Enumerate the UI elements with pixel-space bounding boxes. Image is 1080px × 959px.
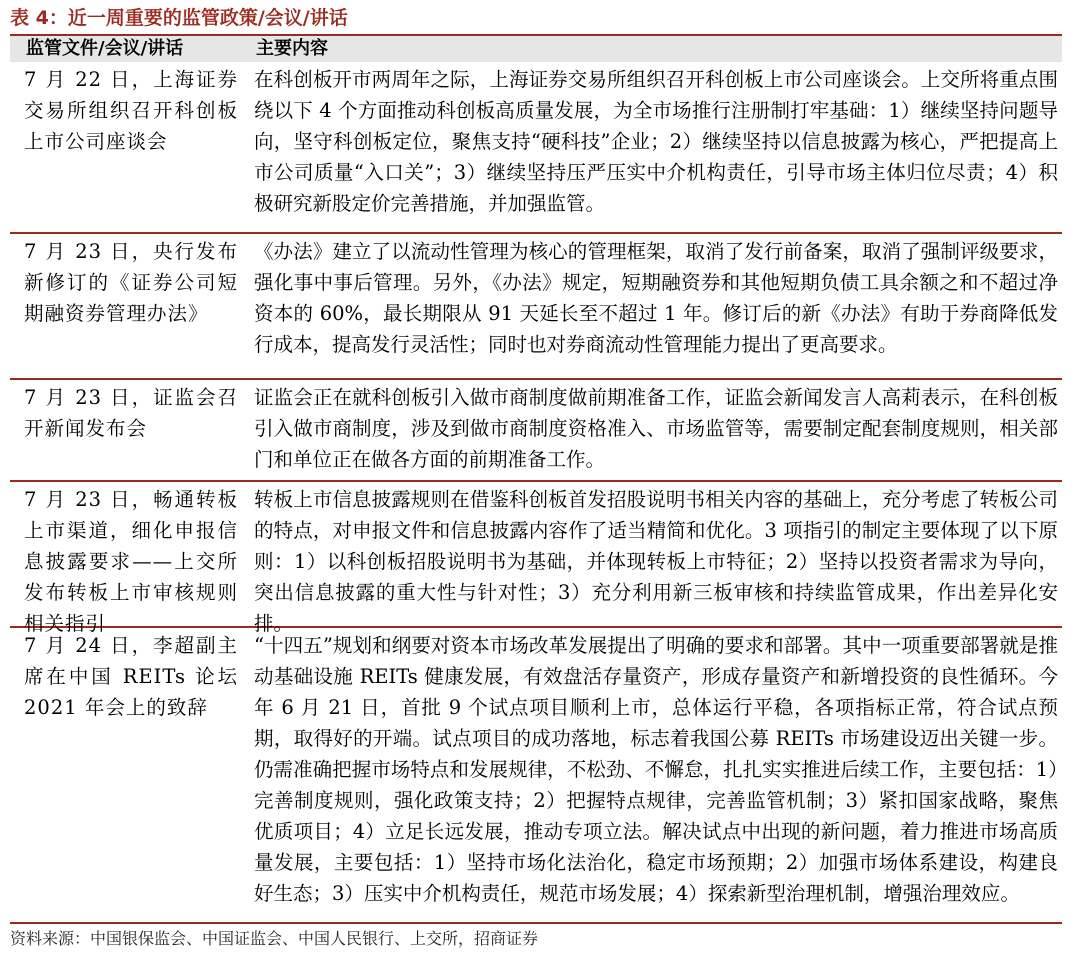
row-event: 7 月 24 日，李超副主席在中国 REITs 论坛 2021 年会上的致辞	[24, 634, 238, 719]
source-note: 资料来源：中国银保监会、中国证监会、中国人民银行、上交所，招商证券	[10, 929, 539, 948]
header-col-event: 监管文件/会议/讲话	[26, 38, 184, 59]
header-col-content: 主要内容	[256, 38, 328, 59]
table-title: 表 4：近一周重要的监管政策/会议/讲话	[10, 7, 348, 29]
table-row	[10, 62, 1062, 234]
row-event: 7 月 23 日，证监会召开新闻发布会	[24, 386, 238, 440]
row-event: 7 月 22 日，上海证券交易所组织召开科创板上市公司座谈会	[24, 68, 238, 153]
row-content: 转板上市信息披露规则在借鉴科创板首发招股说明书相关内容的基础上，充分考虑了转板公司的特点，对申报文件和信息披露内容作了适当精简和优化。3 项指引的制定主要体现了以下原则：1）以科创板招股说明书为基础，并体现转板上市特征；2）坚持以投资者需求为导向，突出信息披露的重大性与针对性；3）充分利用新三板审核和持续监管成果，作出差异化安排。	[254, 488, 1058, 635]
row-content: 在科创板开市两周年之际，上海证券交易所组织召开科创板上市公司座谈会。上交所将重点围绕以下 4 个方面推动科创板高质量发展，为全市场推行注册制打牢基础：1）继续坚持问题导向，坚守科创板定位，聚焦支持“硬科技”企业；2）继续坚持以信息披露为核心，严把提高上市公司质量“入口关”；3）继续坚持压严压实中介机构责任，引导市场主体归位尽责；4）积极研究新股定价完善措施，并加强监管。	[254, 68, 1058, 215]
table-header	[10, 36, 1062, 62]
row-content: 《办法》建立了以流动性管理为核心的管理框架，取消了发行前备案，取消了强制评级要求，强化事中事后管理。另外，《办法》规定，短期融资券和其他短期负债工具余额之和不超过净资本的 60%，最长期限从 91 天延长至不超过 1 年。修订后的新《办法》有助于券商降低发行成本，提高发行灵活性；同时也对券商流动性管理能力提出了更高要求。	[254, 240, 1058, 356]
table-row	[10, 380, 1062, 482]
row-event: 7 月 23 日，央行发布新修订的《证券公司短期融资券管理办法》	[24, 240, 238, 325]
table-row	[10, 482, 1062, 635]
table-row	[10, 234, 1062, 380]
row-content: 证监会正在就科创板引入做市商制度做前期准备工作，证监会新闻发言人高莉表示，在科创板引入做市商制度，涉及到做市商制度资格准入、市场监管等，需要制定配套制度规则，相关部门和单位正在做各方面的前期准备工作。	[254, 386, 1058, 471]
row-content: “十四五”规划和纲要对资本市场改革发展提出了明确的要求和部署。其中一项重要部署就是推动基础设施 REITs 健康发展，有效盘活存量资产，形成存量资产和新增投资的良性循环。今年 6 月 21 日，首批 9 个试点项目顺利上市，总体运行平稳，各项指标正常，符合试点预期，取得好的开端。试点项目的成功落地，标志着我国公募 REITs 市场建设迈出关键一步。仍需准确把握市场特点和发展规律，不松劲、不懈怠，扎扎实实推进后续工作，主要包括：1）完善制度规则，强化政策支持；2）把握特点规律，完善监管机制；3）紧扣国家战略，聚焦优质项目；4）立足长远发展，推动专项立法。解决试点中出现的新问题，着力推进市场高质量发展，主要包括：1）坚持市场化法治化，稳定市场预期；2）加强市场体系建设，构建良好生态；3）压实中介机构责任，规范市场发展；4）探索新型治理机制，增强治理效应。	[254, 634, 1058, 905]
table-row	[10, 628, 1062, 924]
row-event: 7 月 23 日，畅通转板上市渠道，细化申报信息披露要求——上交所发布转板上市审核规则相关指引	[24, 488, 238, 635]
